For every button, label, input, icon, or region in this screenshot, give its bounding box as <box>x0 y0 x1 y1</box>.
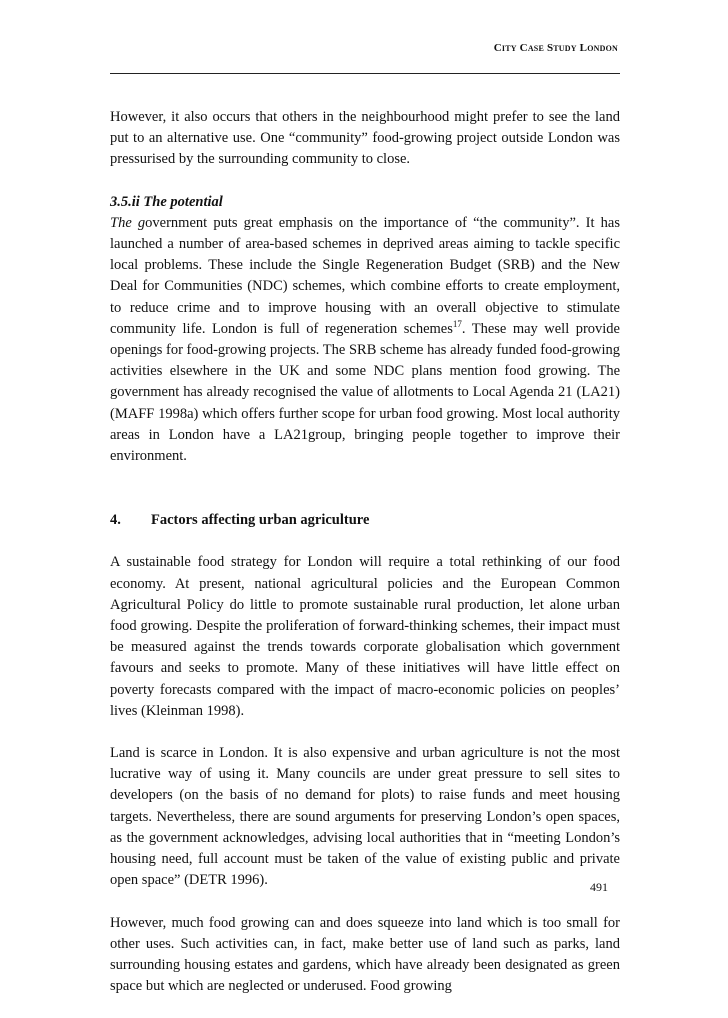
paragraph-land-scarce: Land is scarce in London. It is also expensive and urban agriculture is not the most lucrative way of using it. Many councils are under great pressure to sell sites to developers (on the basis of no demand for plots) to raise funds and meet housing targets. Nevertheless, there are sound arguments for preserving London’s open spaces, as the government acknowledges, advising local authorities that in “meeting London’s housing need, full account must be taken of the value of existing public and private open space” (DETR 1996). <box>110 745 620 889</box>
running-header: City Case Study London <box>493 42 618 54</box>
page-number: 491 <box>590 880 608 894</box>
subsection-body: overnment puts great emphasis on the importance of “the community”. It has launched a number of area-based schemes in deprived areas aiming to tackle specific local problems. These include the Single Regeneration Budget (SRB) and the New Deal for Communities (NDC) schemes, which combine efforts to create employment, to reduce crime and to improve housing with an overall objective to stimulate community life. London is full of regeneration schemes <box>110 214 621 337</box>
subsection-the-potential <box>110 192 620 468</box>
subsection-lead: The g <box>110 214 146 231</box>
section-number: 4. <box>110 512 121 529</box>
subsection-body-continued: . These may well provide openings for food-growing projects. The SRB scheme has already funded food-growing activities elsewhere in the UK and some NDC plans mention food growing. The government has already recognised the value of allotments to Local Agenda 21 (LA21) (MAFF 1998a) which offers further scope for urban food growing. Most local authority areas in London have a LA21group, bringing people together to improve their environment. <box>110 320 620 465</box>
footnote-ref: 17 <box>452 318 462 329</box>
section-title: Factors affecting urban agriculture <box>151 512 370 529</box>
header-rule <box>110 73 620 74</box>
paragraph-neighbourhood: However, it also occurs that others in the neighbourhood might prefer to see the land put to an alternative use. One “community” food-growing project outside London was pressurised by the surrounding community to close. <box>110 109 620 168</box>
paragraph-food-strategy: A sustainable food strategy for London will require a total rethinking of our food economy. At present, national agricultural policies and the European Common Agricultural Policy do little to promote sustainable rural production, let alone urban food growing. Despite the proliferation of forward-thinking schemes, their impact must be measured against the trends towards corporate globalisation which government favours and seeks to promote. Many of these initiatives will have little effect on poverty forecasts compared with the impact of macro-economic policies on peoples’ lives (Kleinman 1998). <box>110 554 620 719</box>
paragraph-food-growing: However, much food growing can and does squeeze into land which is too small for other uses. Such activities can, in fact, make better use of land such as parks, land surrounding housing estates and gardens, which have already been designated as green space but which are neglected or underused. Food growing <box>110 914 620 995</box>
page-body <box>110 107 620 1018</box>
section-heading <box>110 510 620 531</box>
subsection-heading: 3.5.ii The potential <box>110 193 223 210</box>
